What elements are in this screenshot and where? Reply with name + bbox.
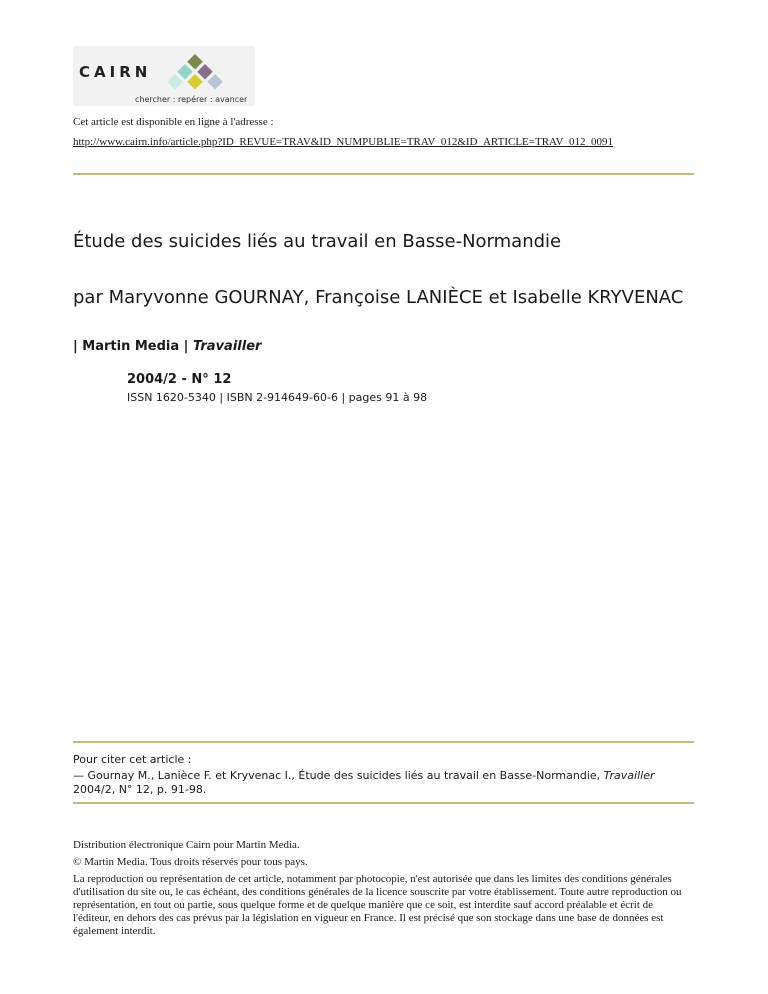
logo-wordmark: CAIRN xyxy=(79,63,152,81)
divider-cite-bottom xyxy=(73,802,694,804)
citation-journal: Travailler xyxy=(603,769,655,782)
citation-label: Pour citer cet article : xyxy=(73,753,192,766)
publisher-label: | Martin Media | xyxy=(73,339,189,354)
citation-text xyxy=(73,769,693,797)
distribution-notice xyxy=(73,839,693,942)
distribution-line: Distribution électronique Cairn pour Martin Media. xyxy=(73,839,300,851)
article-authors: par Maryvonne GOURNAY, Françoise LANIÈCE et Isabelle KRYVENAC xyxy=(73,287,684,308)
divider-cite-top xyxy=(73,741,694,743)
issue-number: 2004/2 - N° 12 xyxy=(127,372,232,387)
legal-notice: La reproduction ou représentation de cet article, notamment par photocopie, n'est autorisée que dans les limites des conditions générales d'utilisation du site ou, le cas échéant, des conditions générales de la licence souscrite par votre établissement. Toute autre reproduction ou représentation, en tout ou partie, sous quelque forme et de quelque manière que ce soit, est interdite sauf accord préalable et écrit de l'éditeur, en dehors des cas prévus par la législation en vigueur en France. Il est précisé que son stockage dans une base de données est également interdit. xyxy=(73,873,682,937)
divider-top xyxy=(73,173,694,175)
issue-meta: ISSN 1620-5340 | ISBN 2-914649-60-6 | pages 91 à 98 xyxy=(127,391,428,404)
citation-prefix: — Gournay M., Lanièce F. et Kryvenac I., Étude des suicides liés au travail en Basse-Normandie, xyxy=(73,769,601,782)
cairn-logo xyxy=(73,46,255,106)
copyright-line: © Martin Media. Tous droits réservés pour tous pays. xyxy=(73,856,308,868)
citation-suffix: 2004/2, N° 12, p. 91-98. xyxy=(73,783,207,796)
journal-name[interactable]: Travailler xyxy=(192,339,262,354)
availability-text: Cet article est disponible en ligne à l'adresse : xyxy=(73,116,274,128)
logo-tagline: chercher : repérer : avancer xyxy=(135,95,248,104)
article-title: Étude des suicides liés au travail en Basse-Normandie xyxy=(73,231,562,252)
diamond-logo-icon xyxy=(165,52,231,98)
article-url-link[interactable]: http://www.cairn.info/article.php?ID_REVUE=TRAV&ID_NUMPUBLIE=TRAV_012&ID_ARTICLE=TRAV_012_0091 xyxy=(73,136,613,148)
publication-line xyxy=(73,339,261,354)
